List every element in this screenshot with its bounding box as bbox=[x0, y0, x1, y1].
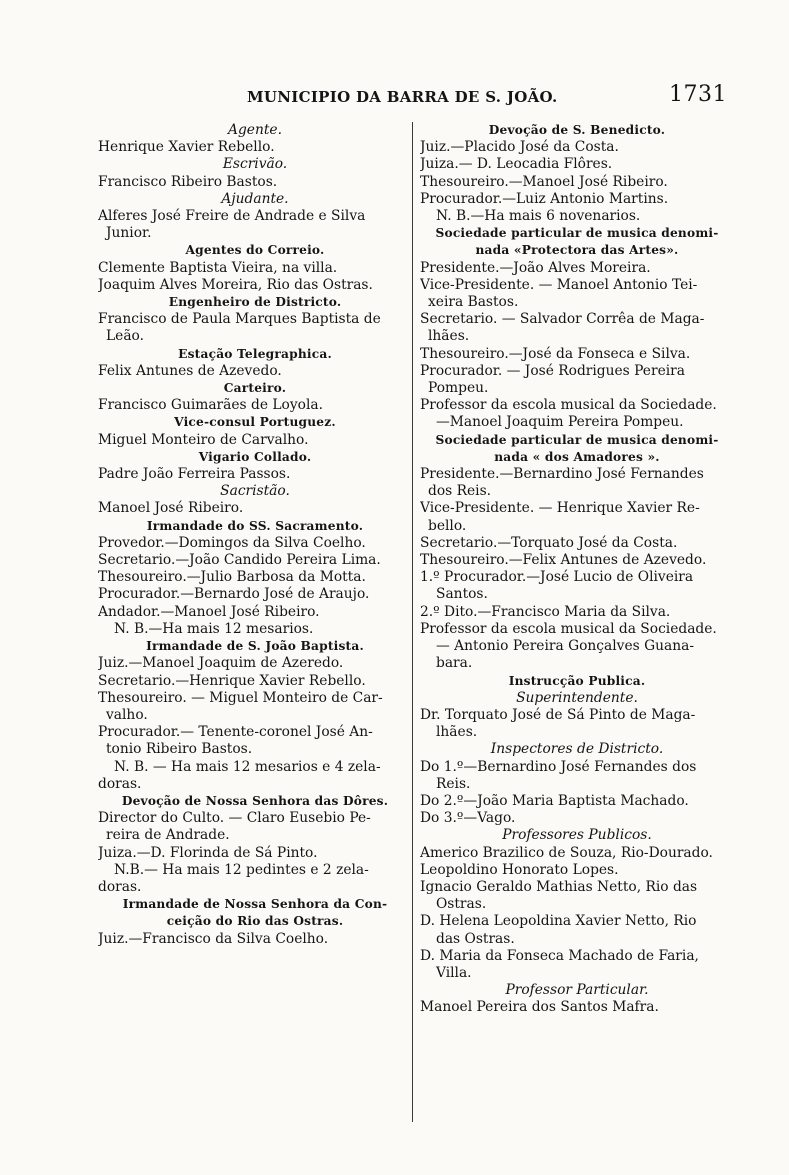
entry-line: Clemente Baptista Vieira, na villa. bbox=[98, 259, 338, 276]
entry-line: Professor da escola musical da Sociedade. bbox=[420, 620, 717, 637]
entry-line: N. B.—Ha mais 6 novenarios. bbox=[436, 208, 641, 225]
entry-line: Manoel José Ribeiro. bbox=[98, 500, 244, 517]
entry-line: Andador.—Manoel José Ribeiro. bbox=[98, 603, 320, 620]
entry-line: Francisco Guimarães de Loyola. bbox=[98, 397, 323, 414]
entry-line: Juiz.—Placido José da Costa. bbox=[420, 139, 619, 156]
role-heading: Professores Publicos. bbox=[502, 827, 652, 844]
entry-line: Director do Culto. — Claro Eusebio Pe- bbox=[98, 810, 371, 827]
entry-line: Thesoureiro.—José da Fonseca e Silva. bbox=[420, 345, 691, 362]
entry-line: doras. bbox=[98, 878, 142, 895]
entry-line: N.B.— Ha mais 12 pedintes e 2 zela- bbox=[114, 861, 369, 878]
entry-line: Professor da escola musical da Sociedade. bbox=[420, 397, 717, 414]
entry-line: Thesoureiro. — Miguel Monteiro de Car- bbox=[98, 689, 383, 706]
entry-line: Presidente.—Bernardino José Fernandes bbox=[420, 466, 704, 483]
entry-line: Provedor.—Domingos da Silva Coelho. bbox=[98, 534, 366, 551]
entry-line: Procurador.—Luiz Antonio Martins. bbox=[420, 190, 669, 207]
role-heading: Escrivão. bbox=[222, 156, 288, 173]
section-heading: ceição do Rio das Ostras. bbox=[166, 914, 344, 929]
entry-line: Presidente.—João Alves Moreira. bbox=[420, 259, 651, 276]
entry-line: lhães. bbox=[436, 724, 478, 741]
role-heading: Inspectores de Districto. bbox=[490, 741, 664, 758]
entry-line: Procurador. — José Rodrigues Pereira bbox=[420, 362, 685, 379]
entry-line: doras. bbox=[98, 775, 142, 792]
entry-line: Juiz.—Manoel Joaquim de Azeredo. bbox=[98, 655, 344, 672]
entry-line: 1.º Procurador.—José Lucio de Oliveira bbox=[420, 569, 694, 586]
entry-line: tonio Ribeiro Bastos. bbox=[106, 741, 253, 758]
entry-line: bello. bbox=[428, 517, 467, 534]
left-column bbox=[98, 122, 412, 948]
entry-line: Villa. bbox=[436, 964, 472, 981]
section-heading: Agentes do Correio. bbox=[185, 243, 325, 258]
entry-line: N. B. — Ha mais 12 mesarios e 4 zela- bbox=[114, 758, 381, 775]
entry-line: 2.º Dito.—Francisco Maria da Silva. bbox=[420, 603, 671, 620]
entry-line: Henrique Xavier Rebello. bbox=[98, 139, 275, 156]
entry-line: Reis. bbox=[436, 775, 471, 792]
entry-line: N. B.—Ha mais 12 mesarios. bbox=[114, 620, 314, 637]
section-heading: Instrucção Publica. bbox=[508, 673, 646, 688]
section-heading: Vice-consul Portuguez. bbox=[174, 415, 336, 430]
entry-line: Leão. bbox=[106, 328, 145, 345]
entry-line: Felix Antunes de Azevedo. bbox=[98, 362, 282, 379]
page-title: MUNICIPIO DA BARRA DE S. JOÃO. bbox=[247, 88, 558, 106]
entry-line: Secretario. — Salvador Corrêa de Maga- bbox=[420, 311, 705, 328]
entry-line: lhães. bbox=[428, 328, 470, 345]
section-heading: Sociedade particular de musica denomi- bbox=[435, 432, 719, 447]
entry-line: D. Maria da Fonseca Machado de Faria, bbox=[420, 947, 699, 964]
entry-line: Do 2.º—João Maria Baptista Machado. bbox=[420, 792, 689, 809]
role-heading: Agente. bbox=[228, 122, 282, 138]
entry-line: Manoel Pereira dos Santos Mafra. bbox=[420, 999, 659, 1016]
entry-line: Procurador.—Bernardo José de Araujo. bbox=[98, 586, 370, 603]
role-heading: Sacristão. bbox=[220, 483, 290, 500]
entry-line: Juiza.—D. Florinda de Sá Pinto. bbox=[98, 844, 318, 861]
entry-line: das Ostras. bbox=[436, 930, 515, 947]
entry-line: Do 1.º—Bernardino José Fernandes dos bbox=[420, 758, 697, 775]
section-heading: Engenheiro de Districto. bbox=[168, 295, 342, 310]
entry-line: Ignacio Geraldo Mathias Netto, Rio das bbox=[420, 878, 698, 895]
role-heading: Ajudante. bbox=[221, 190, 289, 207]
entry-line: Junior. bbox=[106, 225, 152, 242]
entry-line: Thesoureiro.—Julio Barbosa da Motta. bbox=[98, 569, 366, 586]
entry-line: Secretario.—Torquato José da Costa. bbox=[420, 534, 678, 551]
section-heading: Sociedade particular de musica denomi- bbox=[435, 226, 719, 241]
entry-line: Alferes José Freire de Andrade e Silva bbox=[98, 208, 366, 225]
page-number: 1731 bbox=[669, 82, 727, 107]
section-heading: Devoção de Nossa Senhora das Dôres. bbox=[121, 793, 389, 808]
entry-line: Thesoureiro.—Felix Antunes de Azevedo. bbox=[420, 552, 707, 569]
entry-line: bara. bbox=[436, 655, 473, 672]
entry-line: Vice-Presidente. — Manoel Antonio Tei- bbox=[420, 276, 698, 293]
entry-line: Secretario.—Henrique Xavier Rebello. bbox=[98, 672, 366, 689]
entry-line: Secretario.—João Candido Pereira Lima. bbox=[98, 552, 381, 569]
section-heading: nada «Protectora das Artes». bbox=[475, 243, 679, 258]
section-heading: nada « dos Amadores ». bbox=[494, 449, 660, 464]
entry-line: Padre João Ferreira Passos. bbox=[98, 466, 291, 483]
section-heading: Irmandade de Nossa Senhora da Con- bbox=[122, 897, 388, 912]
entry-line: Francisco de Paula Marques Baptista de bbox=[98, 311, 381, 328]
entry-line: dos Reis. bbox=[428, 483, 492, 500]
entry-line: — Antonio Pereira Gonçalves Guana- bbox=[436, 638, 694, 655]
section-heading: Devoção de S. Benedicto. bbox=[488, 123, 666, 137]
entry-line: Thesoureiro.—Manoel José Ribeiro. bbox=[420, 173, 668, 190]
section-heading: Carteiro. bbox=[223, 381, 287, 396]
entry-line: valho. bbox=[106, 706, 148, 723]
section-heading: Vigario Collado. bbox=[198, 449, 312, 464]
column-divider bbox=[412, 122, 413, 1122]
section-heading: Irmandade de S. João Baptista. bbox=[146, 639, 364, 654]
entry-line: Miguel Monteiro de Carvalho. bbox=[98, 431, 309, 448]
entry-line: Pompeu. bbox=[428, 380, 489, 397]
role-heading: Professor Particular. bbox=[505, 982, 649, 999]
entry-line: Juiz.—Francisco da Silva Coelho. bbox=[98, 930, 329, 947]
entry-line: Do 3.º—Vago. bbox=[420, 810, 516, 827]
entry-line: Dr. Torquato José de Sá Pinto de Maga- bbox=[420, 706, 696, 723]
entry-line: Vice-Presidente. — Henrique Xavier Re- bbox=[420, 500, 700, 517]
page-header bbox=[95, 82, 727, 122]
right-column bbox=[420, 122, 734, 1017]
entry-line: reira de Andrade. bbox=[106, 827, 230, 844]
entry-line: Procurador.— Tenente-coronel José An- bbox=[98, 724, 373, 741]
entry-line: Juiza.— D. Leocadia Flôres. bbox=[420, 156, 613, 173]
role-heading: Superintendente. bbox=[516, 689, 638, 706]
section-heading: Estação Telegraphica. bbox=[178, 346, 332, 361]
entry-line: Francisco Ribeiro Bastos. bbox=[98, 173, 278, 190]
entry-line: D. Helena Leopoldina Xavier Netto, Rio bbox=[420, 913, 697, 930]
entry-line: Ostras. bbox=[436, 896, 487, 913]
entry-line: Santos. bbox=[436, 586, 488, 603]
entry-line: —Manoel Joaquim Pereira Pompeu. bbox=[436, 414, 684, 431]
section-heading: Irmandade do SS. Sacramento. bbox=[146, 518, 364, 533]
entry-line: xeira Bastos. bbox=[428, 294, 519, 311]
entry-line: Leopoldino Honorato Lopes. bbox=[420, 861, 619, 878]
entry-line: Americo Brazilico de Souza, Rio-Dourado. bbox=[420, 844, 713, 861]
entry-line: Joaquim Alves Moreira, Rio das Ostras. bbox=[98, 276, 373, 293]
